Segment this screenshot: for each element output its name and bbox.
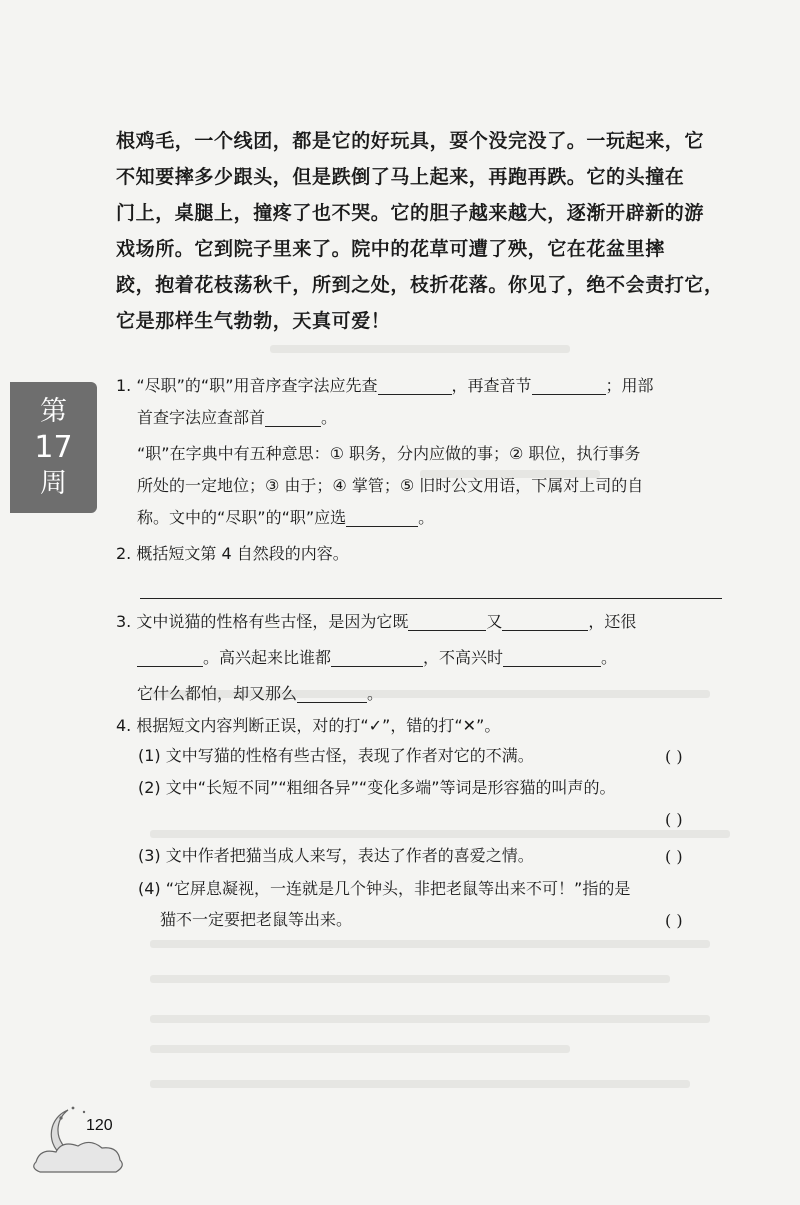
answer-blank[interactable] [346,506,418,527]
q3-text: 3. 文中说猫的性格有些古怪，是因为它既 [116,612,409,631]
bleed-through [270,345,570,353]
q4-item-text: (1) 文中写猫的性格有些古怪，表现了作者对它的不满。 [138,746,534,765]
answer-blank[interactable] [297,682,367,703]
q4-item-text: (4) “它屏息凝视，一连就是几个钟头，非把老鼠等出来不可！”指的是 [138,879,631,898]
q1-text: 。 [418,508,435,527]
question-2 [116,538,736,570]
bleed-through [150,1045,570,1053]
passage-line: 戏场所。它到院子里来了。院中的花草可遭了殃，它在花盆里摔 [116,238,665,260]
answer-parentheses[interactable]: ( ) [665,911,683,930]
q4-item-text: 猫不一定要把老鼠等出来。 [160,910,353,929]
q3-text: ，还很 [588,612,637,631]
answer-blank[interactable] [137,646,203,667]
answer-blank[interactable] [265,406,321,427]
q3-text: 它什么都怕，却又那么 [137,684,298,703]
q1-text: ，再查音节 [451,376,532,395]
q3-text: 。 [601,648,618,667]
answer-blank[interactable] [532,374,606,395]
bleed-through [150,1080,690,1088]
q4-intro: 4. 根据短文内容判断正误，对的打“✓”，错的打“✕”。 [116,716,501,735]
question-4 [116,710,736,742]
question-3 [116,606,736,710]
answer-blank[interactable] [408,610,486,631]
q4-item [138,873,738,905]
reading-passage [116,123,736,339]
q4-item [160,904,720,936]
question-1 [116,370,736,534]
q2-text: 2. 概括短文第 4 自然段的内容。 [116,544,349,563]
q1-text: 1. “尽职”的“职”用音序查字法应先查 [116,376,378,395]
week-tab-top: 第 [40,396,67,427]
passage-line: 根鸡毛，一个线团，都是它的好玩具，耍个没完没了。一玩起来，它 [116,130,705,152]
answer-blank[interactable] [503,646,601,667]
q4-item [138,740,728,772]
answer-parentheses[interactable]: ( ) [665,847,683,866]
passage-line: 不知要摔多少跟头，但是跌倒了马上起来，再跑再跌。它的头撞在 [116,166,685,188]
q1-text: “职”在字典中有五种意思：① 职务，分内应做的事；② 职位，执行事务 [137,444,641,463]
answer-parentheses[interactable]: ( ) [665,747,683,766]
q3-text: 。高兴起来比谁都 [203,648,332,667]
q3-text: 。 [367,684,384,703]
bleed-through [150,940,710,948]
bleed-through [150,830,730,838]
q4-item [138,840,728,872]
moon-cloud-icon [28,1100,138,1180]
week-tab-number: 17 [34,430,73,465]
q1-text: 称。文中的“尽职”的“职”应选 [137,508,347,527]
answer-line[interactable] [140,598,722,599]
answer-blank[interactable] [378,374,452,395]
passage-line: 跤，抱着花枝荡秋千，所到之处，枝折花落。你见了，绝不会责打它， [116,274,724,296]
week-tab-bottom: 周 [40,468,67,499]
passage-line: 门上，桌腿上，撞疼了也不哭。它的胆子越来越大，逐渐开辟新的游 [116,202,705,224]
page-number: 120 [86,1117,113,1134]
q3-text: ，不高兴时 [423,648,504,667]
answer-blank[interactable] [502,610,588,631]
bleed-through [150,975,670,983]
passage-line: 它是那样生气勃勃，天真可爱！ [116,310,391,332]
q1-text: 首查字法应查部首 [137,408,266,427]
q1-text: 所处的一定地位；③ 由于；④ 掌管；⑤ 旧时公文用语，下属对上司的自 [137,476,644,495]
q1-text: 。 [321,408,338,427]
answer-parentheses[interactable]: ( ) [665,810,683,829]
answer-blank[interactable] [331,646,423,667]
q1-text: ；用部 [605,376,654,395]
q4-item-text: (3) 文中作者把猫当成人来写，表达了作者的喜爱之情。 [138,846,534,865]
q4-item-text: (2) 文中“长短不同”“粗细各异”“变化多端”等词是形容猫的叫声的。 [138,778,616,797]
q3-text: 又 [486,612,503,631]
bleed-through [150,1015,710,1023]
week-side-tab [10,382,97,513]
q4-item [138,772,728,804]
